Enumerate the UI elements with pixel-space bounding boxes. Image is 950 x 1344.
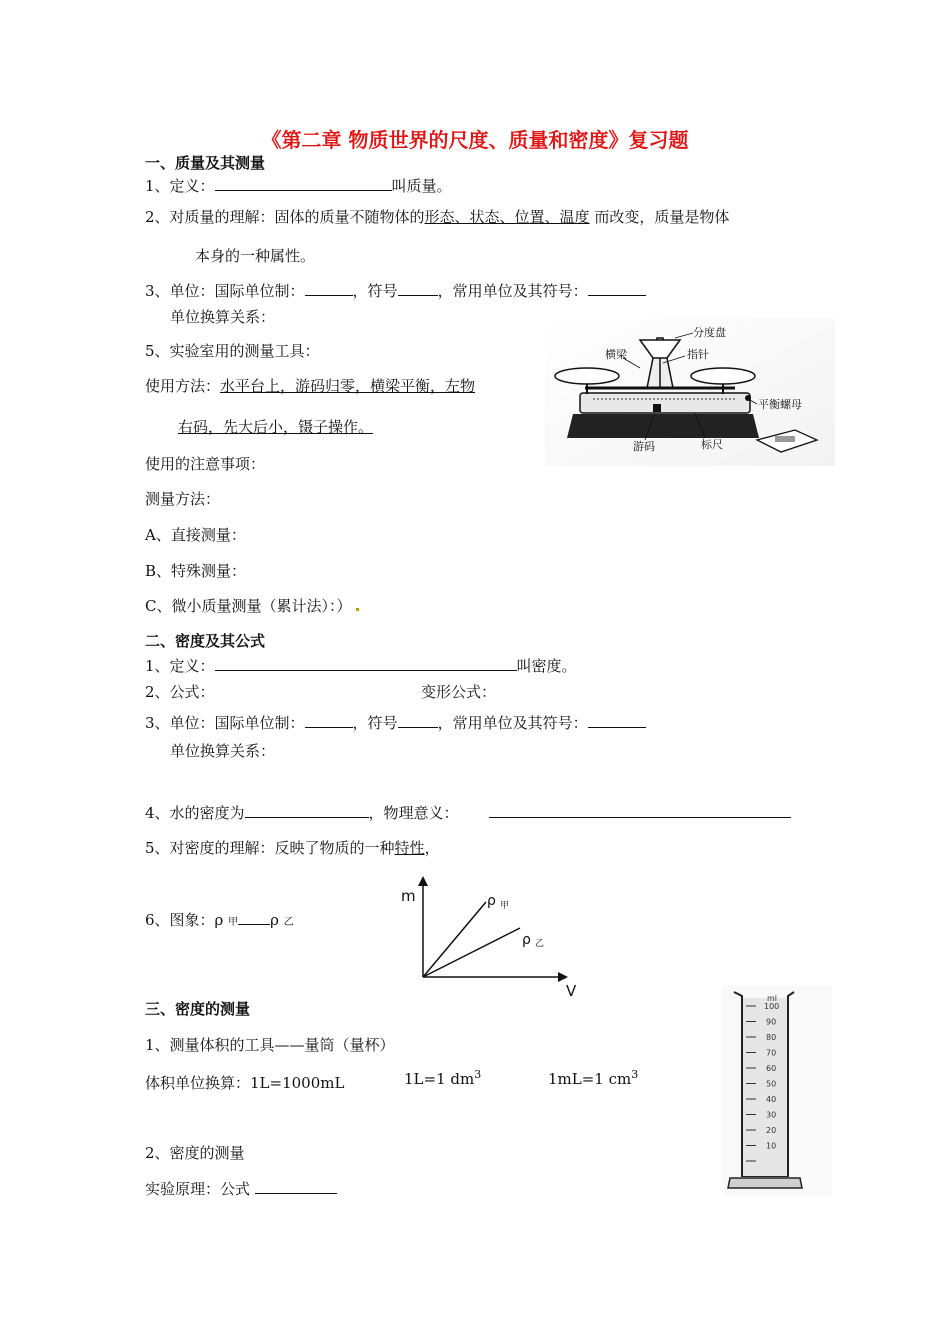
balance-diagram <box>545 318 835 466</box>
nut-label: 平衡螺母 <box>758 398 802 411</box>
density-understanding-text: 5、对密度的理解：反映了物质的一种 <box>145 839 395 857</box>
jia-subscript: 甲 <box>228 917 239 928</box>
balance-usage-label: 使用方法： <box>145 377 221 395</box>
tiny-mass-measure-label: C、微小质量测量（累计法）：） <box>145 597 352 615</box>
dial-label: 分度盘 <box>693 326 726 339</box>
balance-notes-label: 使用的注意事项： <box>145 455 266 473</box>
physical-meaning-label: ，物理意义： <box>368 804 459 822</box>
graph-label: 6、图象： <box>145 911 215 929</box>
mass-understanding-line2: 本身的一种属性。 <box>195 247 316 265</box>
principle-line <box>145 1178 337 1199</box>
mass-unit-line <box>145 280 646 301</box>
mass-definition-blank[interactable] <box>215 176 392 191</box>
density-understanding-line <box>145 837 440 858</box>
rider-weight <box>653 404 661 412</box>
tick-label-60: 60 <box>766 1064 777 1073</box>
special-measure-label: B、特殊测量： <box>145 562 247 580</box>
scale-label: 标尺 <box>701 438 723 451</box>
mass-volume-graph <box>390 872 590 1002</box>
density-formula-variant-label: 变形公式： <box>421 683 497 701</box>
mass-common-unit-label: ，常用单位及其符号： <box>437 282 588 300</box>
density-understanding-suffix: ， <box>424 839 440 857</box>
rider-label: 游码 <box>633 440 655 453</box>
density-symbol-blank[interactable] <box>398 713 438 728</box>
line-yi-sub: 乙 <box>535 939 545 949</box>
mass-unit-label: 3、单位：国际单位制： <box>145 282 305 300</box>
cylinder-glass <box>743 998 787 1176</box>
water-density-blank[interactable] <box>245 803 369 818</box>
compare-blank[interactable] <box>238 910 270 925</box>
mass-symbol-label: ，符号 <box>352 282 398 300</box>
tick-label-10: 10 <box>766 1141 777 1151</box>
right-pan <box>691 368 755 384</box>
water-density-line <box>145 802 459 823</box>
density-graph-line <box>145 909 294 930</box>
mass-si-unit-blank[interactable] <box>305 281 353 296</box>
rho-symbol: ρ <box>270 911 279 929</box>
balance-usage-text-2: 右码，先大后小，镊子操作。 <box>178 418 374 436</box>
density-measure-heading: 2、密度的测量 <box>145 1144 245 1162</box>
density-unit-line <box>145 712 646 733</box>
liter-dm3-text: 1L=1 dm <box>404 1070 475 1088</box>
density-common-unit-label: ，常用单位及其符号： <box>437 714 588 732</box>
tiny-mass-measure-line <box>145 595 359 616</box>
principle-label: 实验原理：公式 <box>145 1180 251 1198</box>
rho-symbol: ρ <box>214 911 224 929</box>
volume-unit-conversion: 体积单位换算：1L=1000mL <box>145 1074 345 1092</box>
density-si-unit-blank[interactable] <box>305 713 353 728</box>
line-yi <box>423 928 520 977</box>
section-heading-density-measure: 三、密度的测量 <box>145 1000 251 1018</box>
density-property-keyword: 特性 <box>394 839 425 857</box>
liter-dm3-exponent: 3 <box>474 1068 482 1081</box>
cylinder-base <box>728 1178 802 1188</box>
x-axis-label: V <box>566 982 577 1000</box>
density-definition-label: 1、定义： <box>145 657 215 675</box>
page-title: 《第二章 物质世界的尺度、质量和密度》复习题 <box>261 128 689 152</box>
tick-label-80: 80 <box>766 1033 777 1042</box>
principle-formula-blank[interactable] <box>255 1179 337 1194</box>
water-density-label: 4、水的密度为 <box>145 804 245 822</box>
balance-base <box>567 414 759 438</box>
density-definition-suffix: 叫密度。 <box>516 657 577 675</box>
density-definition-line <box>145 655 577 676</box>
mass-understanding-line <box>145 206 729 227</box>
tick-label-90: 90 <box>766 1017 777 1027</box>
pointer-label: 指针 <box>687 348 709 361</box>
density-conversion-label: 单位换算关系： <box>170 742 276 760</box>
liter-dm3-line <box>404 1068 481 1088</box>
density-formula-label: 2、公式： <box>145 683 215 701</box>
tick-label-70: 70 <box>766 1048 777 1058</box>
mass-common-unit-blank[interactable] <box>588 281 646 296</box>
tick-label-100: 100 <box>764 1002 780 1011</box>
decorative-dot <box>356 608 359 611</box>
physical-meaning-blank[interactable] <box>489 803 791 818</box>
mass-definition-suffix: 叫质量。 <box>391 177 452 195</box>
balance-usage-text-1: 水平台上，游码归零，横梁平衡，左物 <box>220 377 476 395</box>
density-unit-label: 3、单位：国际单位制： <box>145 714 305 732</box>
section-heading-mass: 一、质量及其测量 <box>145 154 266 172</box>
y-axis-arrow <box>418 876 428 886</box>
mass-tool-line: 5、实验室用的测量工具： <box>145 342 320 360</box>
direct-measure-label: A、直接测量： <box>145 526 246 544</box>
measure-method-label: 测量方法： <box>145 490 221 508</box>
mass-understanding-keywords: 形态、状态、位置、温度 <box>424 208 590 226</box>
density-common-unit-blank[interactable] <box>588 713 646 728</box>
tick-label-30: 30 <box>766 1110 777 1120</box>
line-jia-rho: ρ <box>487 893 496 909</box>
physical-meaning-container <box>489 803 791 822</box>
beam-label: 横梁 <box>605 348 627 361</box>
balance-scale-bar <box>580 393 750 413</box>
line-jia-sub: 甲 <box>500 901 510 911</box>
mass-understanding-suffix: 而改变，质量是物体 <box>589 208 730 226</box>
mass-conversion-label: 单位换算关系： <box>170 308 276 326</box>
volume-tool-line: 1、测量体积的工具——量筒（量杯） <box>145 1036 395 1054</box>
tick-label-40: 40 <box>766 1095 777 1104</box>
yi-subscript: 乙 <box>283 917 294 928</box>
cylinder-unit-label: ml <box>767 994 778 1003</box>
mass-definition-label: 1、定义： <box>145 177 215 195</box>
section-heading-density: 二、密度及其公式 <box>145 632 266 650</box>
density-definition-blank[interactable] <box>215 656 517 671</box>
mass-definition-line <box>145 175 452 196</box>
balance-usage-line <box>145 375 475 396</box>
tick-label-50: 50 <box>766 1079 777 1089</box>
ml-cm3-exponent: 3 <box>631 1068 639 1081</box>
left-pan <box>555 368 619 384</box>
mass-understanding-text: 2、对质量的理解：固体的质量不随物体的 <box>145 208 425 226</box>
mass-symbol-blank[interactable] <box>398 281 438 296</box>
weights-inside <box>775 436 795 442</box>
density-symbol-label: ，符号 <box>352 714 398 732</box>
graduated-cylinder <box>722 986 832 1196</box>
y-axis-label: m <box>401 887 416 905</box>
ml-cm3-text: 1mL=1 cm <box>548 1070 632 1088</box>
tick-label-20: 20 <box>766 1126 777 1135</box>
line-jia <box>423 902 486 977</box>
line-yi-rho: ρ <box>522 932 531 948</box>
ml-cm3-line <box>548 1068 638 1088</box>
x-axis-arrow <box>558 972 568 982</box>
